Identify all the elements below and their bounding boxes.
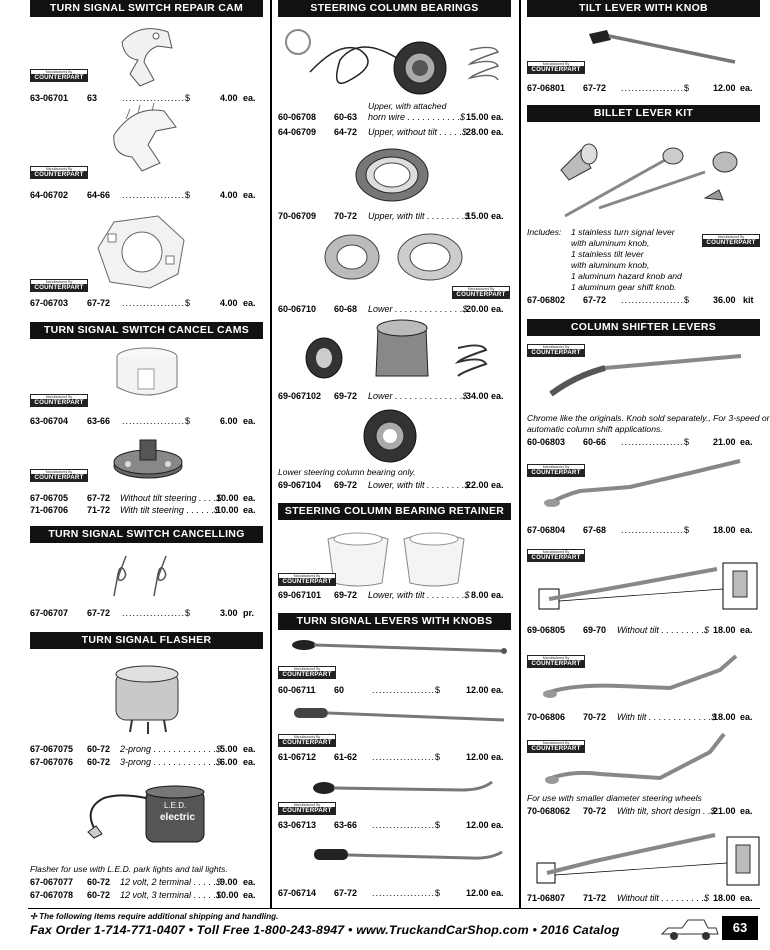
item-61-06712: 61-06712 61-62 ..................$ 12.00 ea. (278, 752, 504, 762)
billet-lever-kit-image (555, 124, 745, 220)
item-63-06701: 63-06701 63 ..................$ 4.00 ea. (30, 93, 256, 103)
counterpart-badge: Manufactured By COUNTERPART (278, 802, 336, 815)
item-69-06805: 69-06805 69-70 Without tilt . . . . . . . . .$ 18.00 ea. (527, 625, 753, 635)
item-69-067104: 69-067104 69-72 Lower, with tilt . . . . . . . .$ 22.00 ea. (278, 480, 504, 490)
item-67-067078: 67-067078 60-72 12 volt, 3 terminal . . . . .$ 10.00 ea. (30, 890, 256, 900)
repair-cam-64-66-image (104, 105, 184, 175)
item-60-06711: 60-06711 60 ..................$ 12.00 ea. (278, 685, 504, 695)
lever-60-image (290, 635, 510, 659)
item-60-06708: 60-06708 60-63 horn wire . . . . . . . . . . .$ 15.00 ea. (278, 112, 504, 122)
counterpart-badge: Manufactured By COUNTERPART (30, 394, 88, 407)
bearings-with-horn-wire-image (280, 20, 510, 100)
includes-line: 1 stainless tilt lever (571, 249, 644, 259)
column-divider (519, 0, 521, 908)
item-67-067075: 67-067075 60-72 2-prong . . . . . . . . . . . . .$ 5.00 ea. (30, 744, 256, 754)
shifter-lever-short-image (540, 730, 730, 788)
header-flasher: TURN SIGNAL FLASHER (30, 632, 263, 649)
footer-rule (28, 908, 760, 909)
shifter-lever-60-66-image (545, 346, 745, 400)
lever-61-62-image (292, 704, 510, 728)
counterpart-badge: Manufactured By COUNTERPART (702, 234, 760, 247)
includes-line: with aluminum knob, (571, 260, 650, 270)
item-69-067101: 69-067101 69-72 Lower, with tilt . . . . . . . .$ 8.00 ea. (278, 590, 504, 600)
column-divider (270, 0, 272, 908)
header-tilt-lever: TILT LEVER WITH KNOB (527, 0, 760, 17)
header-repair-cam: TURN SIGNAL SWITCH REPAIR CAM (30, 0, 263, 17)
upper-tilt-bearing-image (352, 145, 432, 205)
item-71-06706: 71-06706 71-72 With tilt steering . . . . . .$ 10.00 ea. (30, 505, 256, 515)
shifter-lever-67-68-image (540, 455, 745, 515)
counterpart-badge: Manufactured By COUNTERPART (30, 166, 88, 179)
led-flasher-label: L.E.D. (164, 801, 187, 810)
item-67-067076: 67-067076 60-72 3-prong . . . . . . . . . . . . .$ 6.00 ea. (30, 757, 256, 767)
item-67-06802: 67-06802 67-72 ..................$ 36.00 kit (527, 295, 754, 305)
lever-63-66-image (312, 778, 507, 804)
header-column-bearings: STEERING COLUMN BEARINGS (278, 0, 511, 17)
cancelling-springs-image (108, 552, 178, 602)
counterpart-badge: Manufactured By COUNTERPART (527, 61, 585, 74)
cancel-cam-67-72-image (110, 436, 186, 484)
includes-line: 1 aluminum gear shift knob. (571, 282, 677, 292)
header-cancel-cams: TURN SIGNAL SWITCH CANCEL CAMS (30, 322, 263, 339)
bearing-horn-note: Upper, with attached (368, 101, 447, 111)
lower-bearing-69-72-image (302, 318, 502, 384)
counterpart-badge: Manufactured By COUNTERPART (452, 286, 510, 299)
lever-67-72-image (312, 846, 507, 872)
includes-line: 1 stainless turn signal lever (571, 227, 675, 237)
counterpart-badge: Manufactured By COUNTERPART (30, 279, 88, 292)
item-60-06803: 60-06803 60-66 ..................$ 21.00 ea. (527, 437, 753, 447)
counterpart-badge: Manufactured By COUNTERPART (30, 69, 88, 82)
item-67-06804: 67-06804 67-68 ..................$ 18.00 ea. (527, 525, 753, 535)
item-70-06806: 70-06806 70-72 With tilt . . . . . . . . . . . . .$ 18.00 ea. (527, 712, 753, 722)
chrome-note: Chrome like the originals. Knob sold separately., For 3-speed or (527, 413, 770, 423)
header-shifter-levers: COLUMN SHIFTER LEVERS (527, 319, 760, 336)
bearing-retainer-image (322, 527, 472, 589)
counterpart-badge: Manufactured By COUNTERPART (278, 573, 336, 586)
item-67-06714: 67-06714 67-72 ..................$ 12.00 ea. (278, 888, 504, 898)
header-cancel-springs: TURN SIGNAL SWITCH CANCELLING SPRINGS (30, 526, 263, 543)
header-billet-kit: BILLET LEVER KIT (527, 105, 760, 122)
item-60-06710: 60-06710 60-68 Lower . . . . . . . . . . . . . .$ 20.00 ea. (278, 304, 504, 314)
item-63-06713: 63-06713 63-66 ..................$ 12.00 ea. (278, 820, 504, 830)
header-levers-knobs: TURN SIGNAL LEVERS WITH KNOBS (278, 613, 511, 630)
footer-contact-line: Fax Order 1-714-771-0407 • Toll Free 1-800-243-8947 • www.TruckandCarShop.com • 2016 Catalog (30, 923, 620, 937)
item-70-068062: 70-068062 70-72 With tilt, short design . .$ 21.00 ea. (527, 806, 753, 816)
item-67-06705: 67-06705 67-72 Without tilt steering . . . .$ 10.00 ea. (30, 493, 256, 503)
counterpart-badge: Manufactured By COUNTERPART (527, 464, 585, 477)
item-70-06709: 70-06709 70-72 Upper, with tilt . . . . . . . .$ 15.00 ea. (278, 211, 504, 221)
header-bearing-retainer: STEERING COLUMN BEARING RETAINER (278, 503, 511, 520)
lower-tilt-bearing-image (362, 408, 418, 464)
shifter-lever-71-72-image (535, 823, 763, 887)
tilt-lever-image (585, 26, 745, 70)
led-flasher-image (84, 778, 214, 858)
page-number: 63 (722, 916, 758, 940)
includes-label: Includes: (527, 227, 562, 237)
counterpart-badge: Manufactured By COUNTERPART (278, 666, 336, 679)
cancel-cam-63-66-image (112, 345, 182, 400)
electric-flasher-label: electric (160, 812, 196, 823)
truck-logo-icon (660, 914, 720, 942)
shipping-note: ✢ The following items require additional shipping and handling. (30, 912, 279, 921)
item-64-06702: 64-06702 64-66 ..................$ 4.00 ea. (30, 190, 256, 200)
repair-cam-63-image (110, 20, 180, 90)
item-67-06703: 67-06703 67-72 ..................$ 4.00 ea. (30, 298, 256, 308)
shifter-lever-69-70-image (537, 555, 762, 615)
counterpart-badge: Manufactured By COUNTERPART (527, 549, 585, 562)
counterpart-badge: Manufactured By COUNTERPART (278, 734, 336, 747)
item-67-06801: 67-06801 67-72 ..................$ 12.00 ea. (527, 83, 753, 93)
smaller-wheels-note: For use with smaller diameter steering wheels (527, 793, 702, 803)
shifter-lever-70-72-image (540, 648, 740, 704)
item-69-067102: 69-067102 69-72 Lower . . . . . . . . . . . . . .$ 34.00 ea. (278, 391, 504, 401)
counterpart-badge: Manufactured By COUNTERPART (527, 344, 585, 357)
item-67-06707: 67-06707 67-72 ..................$ 3.00 pr. (30, 608, 255, 618)
item-63-06704: 63-06704 63-66 ..................$ 6.00 ea. (30, 416, 256, 426)
counterpart-badge: Manufactured By COUNTERPART (30, 469, 88, 482)
counterpart-badge: Manufactured By COUNTERPART (527, 740, 585, 753)
led-flasher-note: Flasher for use with L.E.D. park lights and tail lights. (30, 864, 228, 874)
includes-line: with aluminum knob, (571, 238, 650, 248)
item-64-06709: 64-06709 64-72 Upper, without tilt . . . . .$ 28.00 ea. (278, 127, 504, 137)
item-71-06807: 71-06807 71-72 Without tilt . . . . . . . . .$ 18.00 ea. (527, 893, 753, 903)
lower-bearing-60-68-image (322, 232, 472, 282)
lower-bearing-only-note: Lower steering column bearing only. (278, 467, 416, 477)
counterpart-badge: Manufactured By COUNTERPART (527, 655, 585, 668)
chrome-note: automatic column shift applications. (527, 424, 663, 434)
includes-line: 1 aluminum hazard knob and (571, 271, 682, 281)
flasher-2-3-prong-image (108, 660, 188, 735)
item-67-067077: 67-067077 60-72 12 volt, 2 terminal . . . . .$ 9.00 ea. (30, 877, 256, 887)
repair-cam-67-72-image (92, 212, 192, 292)
